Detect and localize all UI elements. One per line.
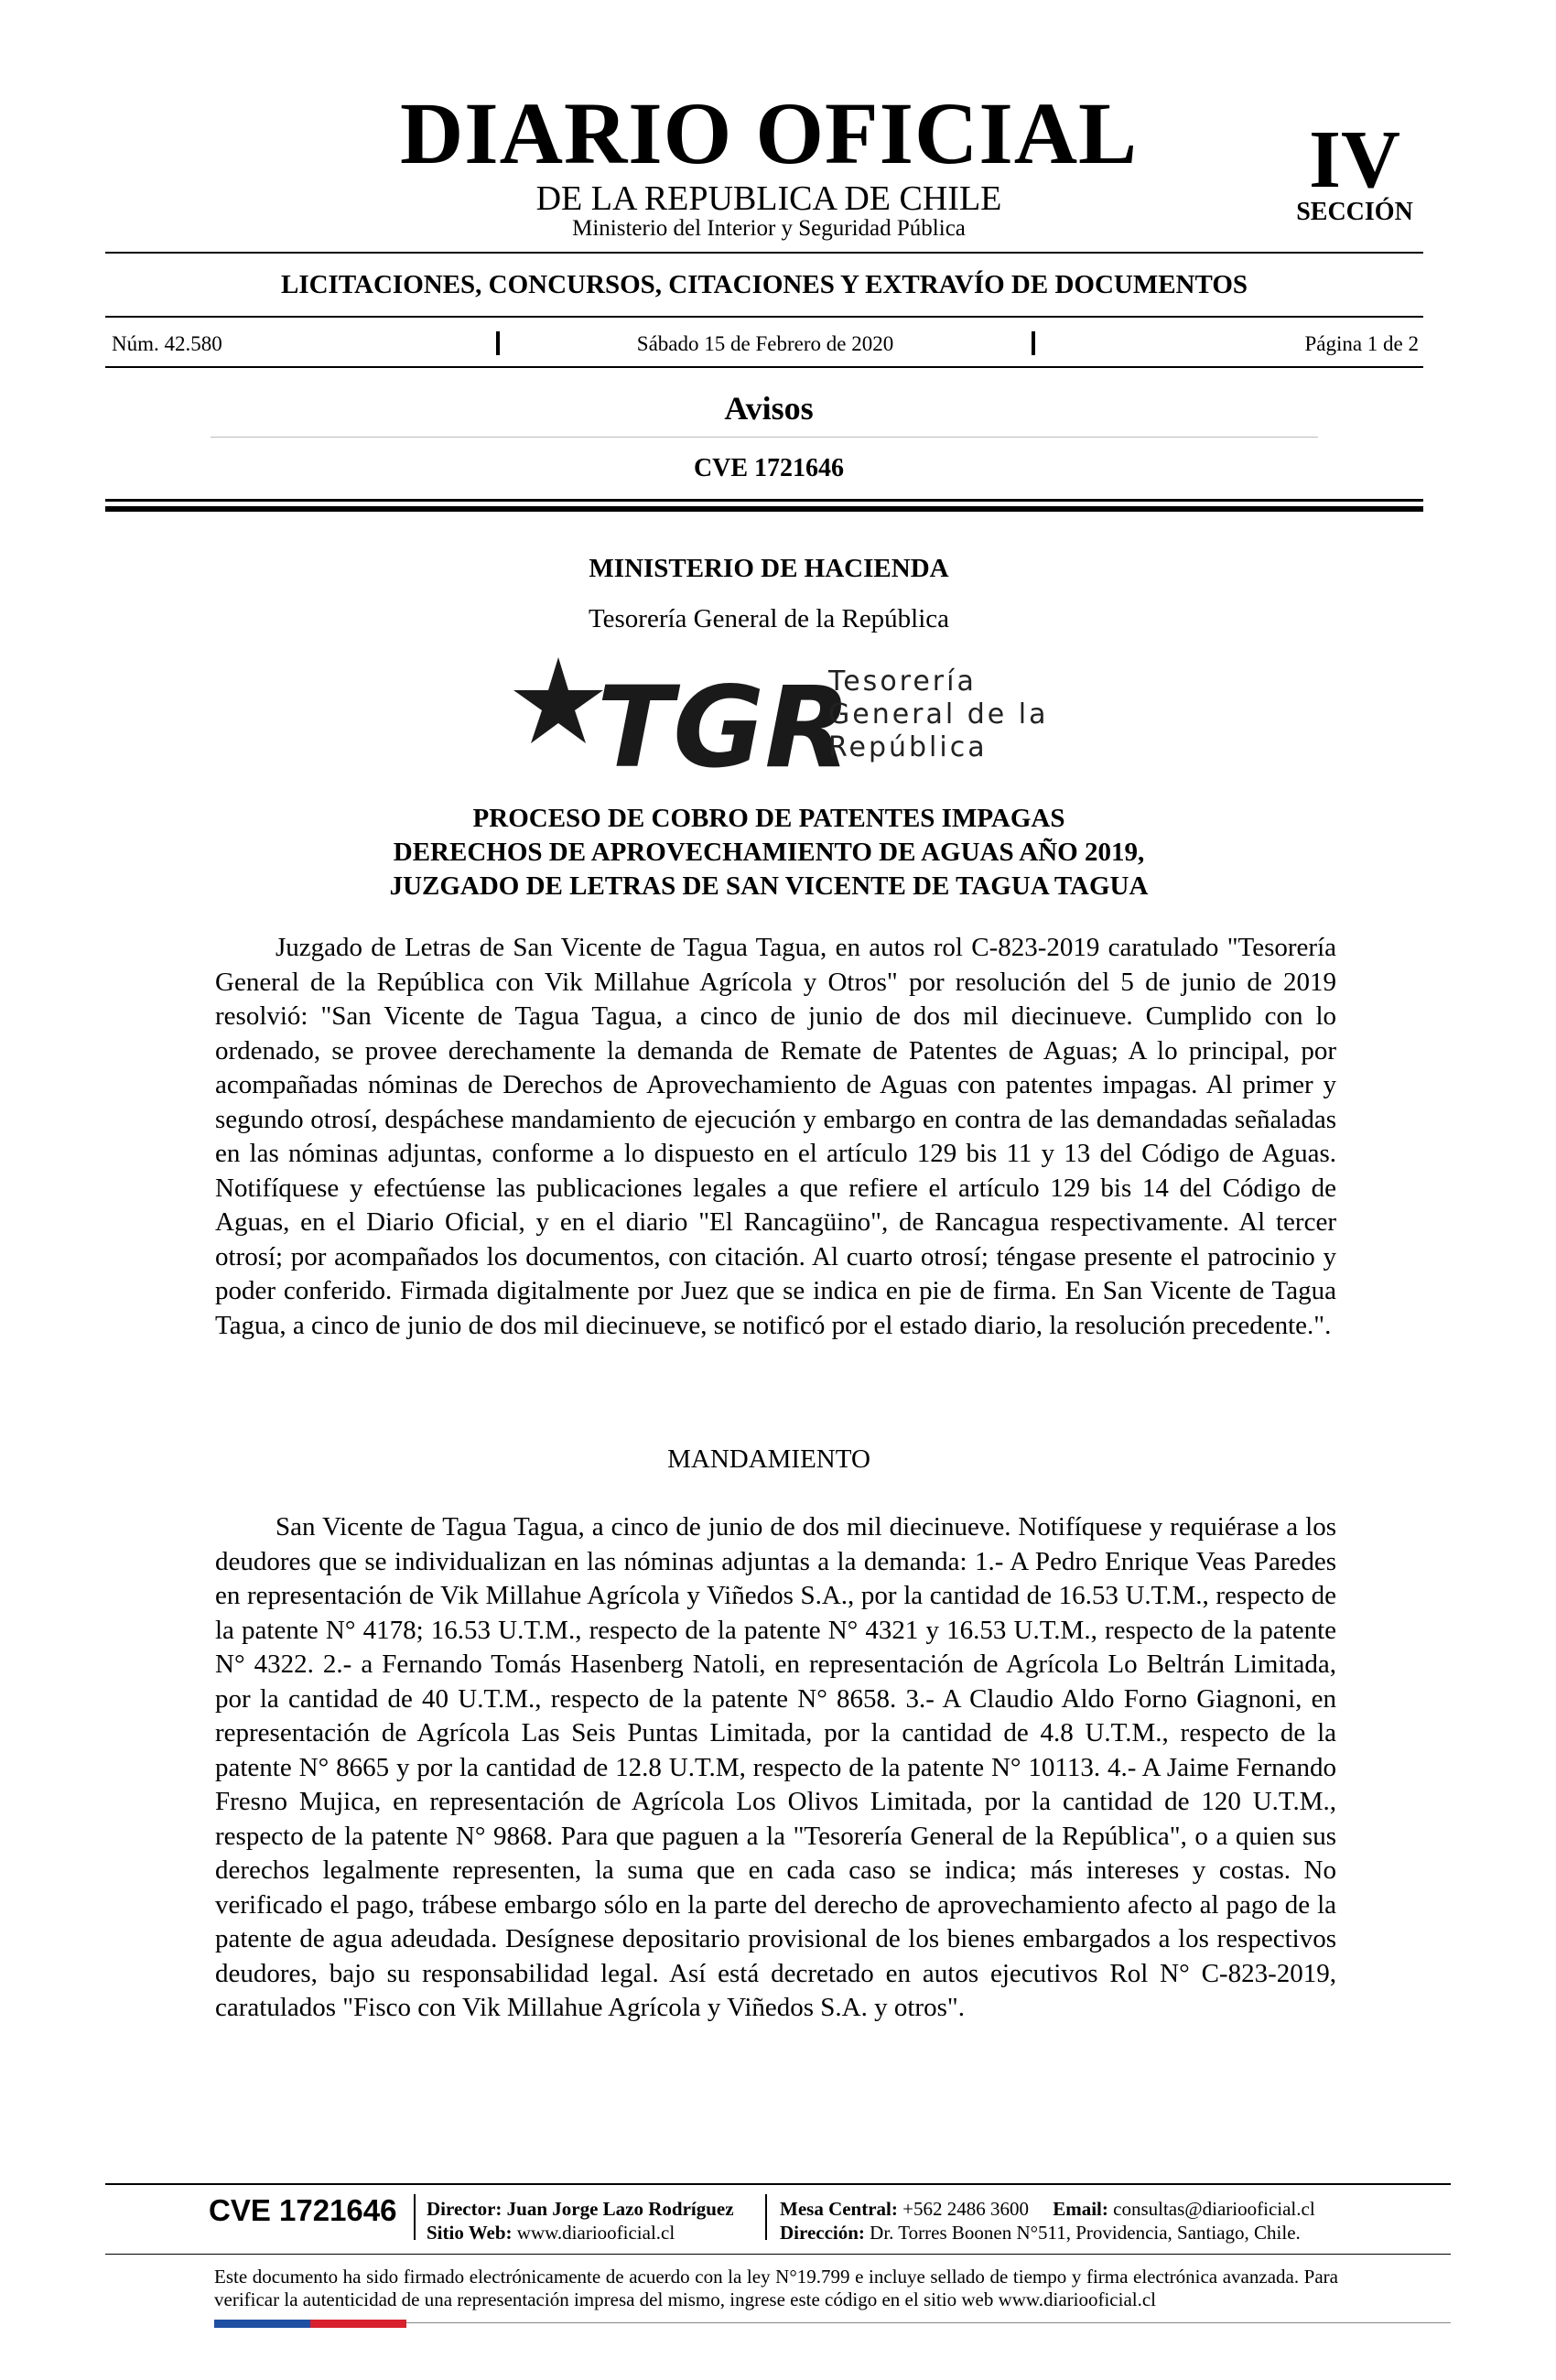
site-link[interactable]: www.diariooficial.cl: [516, 2222, 675, 2244]
footer-legal: Este documento ha sido firmado electrónicamente de acuerdo con la ley N°19.799 e incluye sellado de tiempo y firma electrónica avanzada. Para verificar la autenticidad de una representación impresa del mismo, ingrese este código en el sitio web www.diariooficial.cl: [214, 2266, 1338, 2310]
notice-paragraph-2: San Vicente de Tagua Tagua, a cinco de junio de dos mil diecinueve. Notifíquese y requiérase a los deudores que se individualizan en las nóminas adjuntas a la demanda: 1.- A Pedro Enrique Veas Paredes en representación de Vik Millahue Agrícola y Viñedos S.A., por la cantidad de 16.53 U.T.M., respecto de la patente N° 4178; 16.53 U.T.M., respecto de la patente N° 4321 y 16.53 U.T.M., respecto de la patente N° 4322. 2.- a Fernando Tomás Hasenberg Natoli, en representación de Agrícola Lo Beltrán Limitada, por la cantidad de 40 U.T.M., respecto de la patente N° 8658. 3.- A Claudio Aldo Forno Giagnoni, en representación de Agrícola Las Seis Puntas Limitada, por la cantidad de 4.8 U.T.M., respecto de la patente N° 8665 y por la cantidad de 12.8 U.T.M, respecto de la patente N° 10113. 4.- A Jaime Fernando Fresno Mujica, en representación de Agrícola Los Olivos Limitada, por la cantidad de 120 U.T.M., respecto de la patente N° 9868. Para que paguen a la "Tesorería General de la República", o a quien sus derechos legalmente representen, la suma que en cada caso se indica; más intereses y costas. No verificado el pago, trábese embargo sólo en la parte del derecho de aprovechamiento afecto al pago de la patente de agua adeudada. Desígnese depositario provisional de los bienes embargados a los respectivos deudores, bajo su responsabilidad legal. Así está decretado en autos ejecutivos Rol N° C-823-2019, caratulados "Fisco con Vik Millahue Agrícola y Viñedos S.A. y otros".: [215, 1512, 1336, 2022]
tgr-word-2: General de la: [828, 698, 1049, 730]
notice-heading-line-2: DERECHOS DE APROVECHAMIENTO DE AGUAS AÑO 2019,: [393, 838, 1145, 867]
director-label: Director:: [427, 2198, 502, 2220]
footer-contact-block: [780, 2197, 1315, 2245]
issue-date: Sábado 15 de Febrero de 2020: [636, 332, 894, 355]
notice-ministry: MINISTERIO DE HACIENDA: [589, 554, 949, 583]
footer-separator: [414, 2194, 416, 2240]
tgr-word-3: República: [828, 731, 988, 763]
masthead-divider: [105, 252, 1423, 254]
site-label: Sitio Web:: [427, 2222, 513, 2244]
director-name: Juan Jorge Lazo Rodríguez: [506, 2198, 734, 2220]
footer-top-rule: [105, 2183, 1451, 2185]
flag-stripe-red: [310, 2320, 406, 2328]
ministry-line: Ministerio del Interior y Seguridad Pública: [572, 216, 966, 241]
footer-director-block: [427, 2197, 734, 2245]
notice-heading: [0, 802, 1538, 903]
section-number: IV: [1308, 114, 1401, 205]
address-label: Dirección:: [780, 2222, 865, 2244]
cve-divider-bottom: [105, 506, 1423, 512]
cve-divider-top: [105, 499, 1423, 502]
email-label: Email:: [1053, 2198, 1108, 2220]
tgr-word-1: Tesorería: [828, 665, 977, 698]
issue-number: Núm. 42.580: [112, 332, 222, 355]
issue-separator: [1032, 331, 1035, 355]
email-link[interactable]: consultas@diariooficial.cl: [1113, 2198, 1315, 2220]
notice-heading-line-1: PROCESO DE COBRO DE PATENTES IMPAGAS: [472, 804, 1065, 833]
tgr-mark: [513, 652, 851, 793]
footer-separator: [765, 2194, 767, 2240]
notice-agency: Tesorería General de la República: [588, 604, 950, 633]
cve-code: CVE 1721646: [693, 454, 845, 482]
issue-page: Página 1 de 2: [1304, 332, 1419, 355]
header-divider: [105, 316, 1423, 318]
tgr-logo: [513, 652, 1080, 793]
notice-heading-line-3: JUZGADO DE LETRAS DE SAN VICENTE DE TAGUA TAGUA: [389, 871, 1149, 901]
category-title: Avisos: [724, 390, 814, 427]
footer-mid-rule: [105, 2254, 1451, 2255]
section-label: SECCIÓN: [1296, 198, 1413, 226]
newspaper-subtitle: DE LA REPUBLICA DE CHILE: [535, 179, 1002, 218]
category-divider: [211, 437, 1318, 438]
phone-label: Mesa Central:: [780, 2198, 898, 2220]
star-icon: [513, 657, 603, 743]
notice-paragraph-1: Juzgado de Letras de San Vicente de Tagua Tagua, en autos rol C-823-2019 caratulado "Tesorería General de la República con Vik Millahue Agrícola y Otros" por resolución del 5 de junio de 2019 resolvió: "San Vicente de Tagua Tagua, a cinco de junio de dos mil diecinueve. Cumplido con lo ordenado, se provee derechamente la demanda de Remate de Patentes de Aguas; A lo principal, por acompañadas nóminas de Derechos de Aprovechamiento de Aguas con patentes impagas. Al primer y segundo otrosí, despáchese mandamiento de ejecución y embargo en contra de las demandadas señaladas en las nóminas adjuntas, conforme a lo dispuesto en el artículo 129 bis 11 y 13 del Código de Aguas. Notifíquese y efectúense las publicaciones legales a que refiere el artículo 129 bis 14 del Código de Aguas, en el Diario Oficial, y en el diario "El Rancagüino", de Rancagua respectivamente. Al tercer otrosí; por acompañados los documentos, con citación. Al cuarto otrosí; téngase presente el patrocinio y poder conferido. Firmada digitalmente por Juez que se indica en pie de firma. En San Vicente de Tagua Tagua, a cinco de junio de dos mil diecinueve, se notificó por el estado diario, la resolución precedente.".: [215, 933, 1336, 1340]
phone-number: +562 2486 3600: [902, 2198, 1029, 2220]
tgr-mark-text: TGR: [597, 663, 851, 793]
section-header: LICITACIONES, CONCURSOS, CITACIONES Y EXTRAVÍO DE DOCUMENTOS: [280, 270, 1248, 299]
footer-cve: CVE 1721646: [209, 2193, 397, 2227]
flag-stripe-blue: [214, 2320, 310, 2328]
footer-bottom-rule: [406, 2322, 1451, 2323]
newspaper-title: DIARIO OFICIAL: [399, 84, 1139, 182]
address-text: Dr. Torres Boonen N°511, Providencia, Santiago, Chile.: [870, 2222, 1301, 2244]
mandamiento-heading: MANDAMIENTO: [667, 1444, 870, 1474]
tgr-logo-words: [828, 665, 1049, 764]
issue-divider: [105, 366, 1423, 368]
